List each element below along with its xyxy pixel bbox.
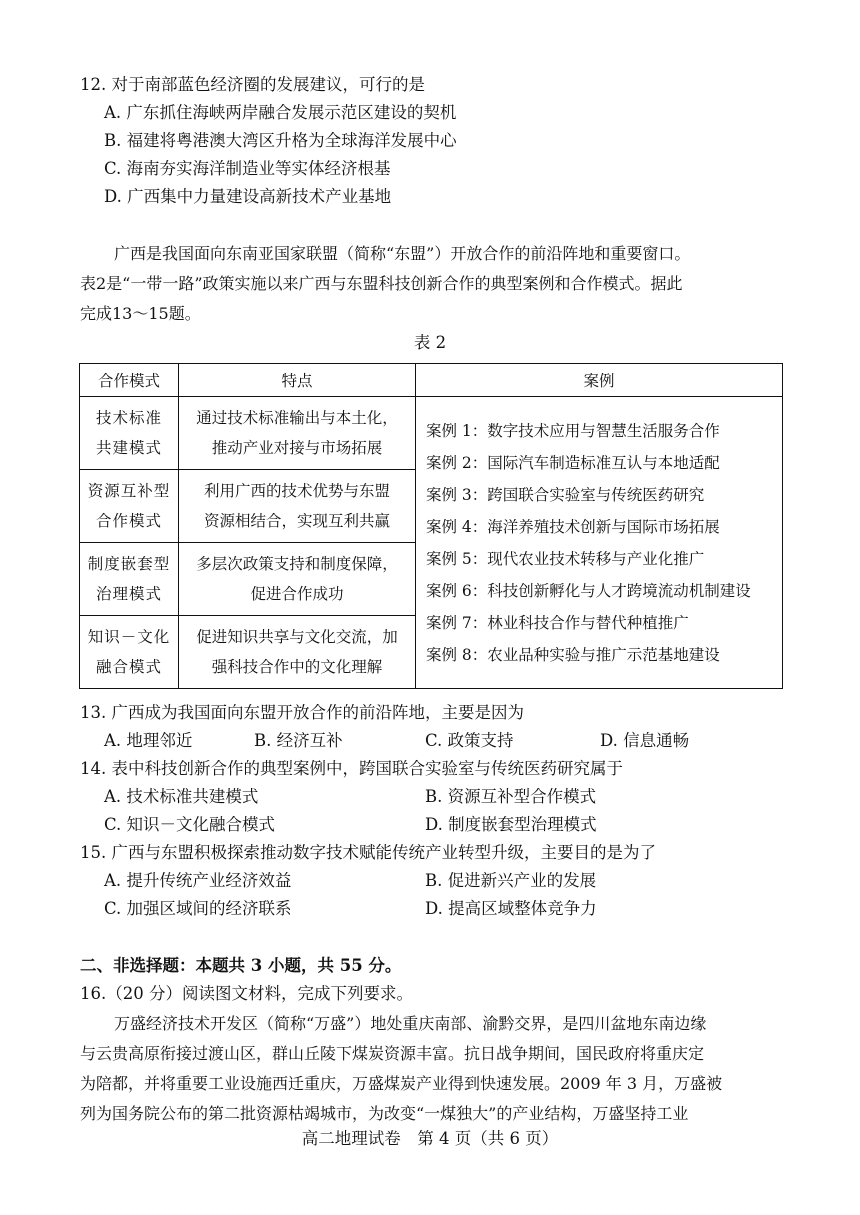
q13-stem: 13. 广西成为我国面向东盟开放合作的前沿阵地，主要是因为 <box>80 703 524 722</box>
mode-cell <box>80 543 179 616</box>
mode-text: 资源互补型 <box>87 482 171 500</box>
q15-option-c: C. 加强区域间的经济联系 <box>104 899 292 918</box>
q12-option-c: C. 海南夯实海洋制造业等实体经济根基 <box>104 159 391 178</box>
cases-cell <box>416 397 783 689</box>
q15-option-d: D. 提高区域整体竞争力 <box>425 899 597 918</box>
q13-option-b: B. 经济互补 <box>254 731 343 750</box>
table-caption: 表 2 <box>413 333 447 352</box>
feature-cell <box>179 397 416 470</box>
mode-cell <box>80 616 179 689</box>
case-item: 案例 8：农业品种实验与推广示范基地建设 <box>426 645 720 664</box>
mode-text: 治理模式 <box>95 585 162 603</box>
feature-text: 资源相结合，实现互利共赢 <box>203 512 390 530</box>
case-item: 案例 2：国际汽车制造标准互认与本地适配 <box>426 453 720 472</box>
q16-para-line-4: 列为国务院公布的第二批资源枯竭城市，为改变“一煤独大”的产业结构，万盛坚持工业 <box>80 1104 689 1123</box>
q14-option-d: D. 制度嵌套型治理模式 <box>425 815 597 834</box>
case-item: 案例 4：海洋养殖技术创新与国际市场拓展 <box>426 517 720 536</box>
q14-option-a: A. 技术标准共建模式 <box>104 787 259 806</box>
mode-text: 知识－文化 <box>87 628 171 646</box>
feature-text: 多层次政策支持和制度保障， <box>196 555 398 573</box>
feature-text: 促进合作成功 <box>250 585 344 603</box>
feature-cell <box>179 616 416 689</box>
q13-option-c: C. 政策支持 <box>425 731 514 750</box>
q13-option-a: A. 地理邻近 <box>104 731 193 750</box>
intro-line-3: 完成13～15题。 <box>80 304 201 323</box>
q14-stem: 14. 表中科技创新合作的典型案例中，跨国联合实验室与传统医药研究属于 <box>80 759 623 778</box>
case-item: 案例 3：跨国联合实验室与传统医药研究 <box>426 485 705 504</box>
feature-cell <box>179 470 416 543</box>
mode-text: 合作模式 <box>95 512 162 530</box>
header-mode: 合作模式 <box>80 364 179 397</box>
q15-stem: 15. 广西与东盟积极探索推动数字技术赋能传统产业转型升级，主要目的是为了 <box>80 843 656 862</box>
case-item: 案例 5：现代农业技术转移与产业化推广 <box>426 549 705 568</box>
mode-text: 融合模式 <box>95 658 162 676</box>
q14-option-c: C. 知识－文化融合模式 <box>104 815 276 834</box>
section2-heading: 二、非选择题：本题共 3 小题，共 55 分。 <box>80 956 402 975</box>
q12-option-d: D. 广西集中力量建设高新技术产业基地 <box>104 187 392 206</box>
q14-option-b: B. 资源互补型合作模式 <box>425 787 597 806</box>
mode-text: 制度嵌套型 <box>87 555 171 573</box>
header-feature: 特点 <box>179 364 416 397</box>
table-row <box>80 397 783 470</box>
q16-para-line-1: 万盛经济技术开发区（简称“万盛”）地处重庆南部、渝黔交界，是四川盆地东南边缘 <box>114 1014 707 1033</box>
cooperation-table <box>79 363 783 689</box>
feature-text: 推动产业对接与市场拓展 <box>211 439 383 457</box>
q12-option-a: A. 广东抓住海峡两岸融合发展示范区建设的契机 <box>104 103 457 122</box>
header-cases: 案例 <box>416 364 783 397</box>
feature-text: 利用广西的技术优势与东盟 <box>203 482 390 500</box>
q12-option-b: B. 福建将粤港澳大湾区升格为全球海洋发展中心 <box>104 131 457 150</box>
mode-cell <box>80 470 179 543</box>
intro-line-2: 表2是“一带一路”政策实施以来广西与东盟科技创新合作的典型案例和合作模式。据此 <box>80 274 683 293</box>
mode-text: 技术标准 <box>95 409 162 427</box>
intro-line-1: 广西是我国面向东南亚国家联盟（简称“东盟”）开放合作的前沿阵地和重要窗口。 <box>114 244 691 263</box>
table-header-row <box>80 364 783 397</box>
q16-stem: 16.（20 分）阅读图文材料，完成下列要求。 <box>80 984 413 1003</box>
q15-option-b: B. 促进新兴产业的发展 <box>425 871 597 890</box>
q16-para-line-3: 为陪都，并将重要工业设施西迁重庆，万盛煤炭产业得到快速发展。2009 年 3 月，万盛被 <box>80 1074 723 1093</box>
case-item: 案例 7：林业科技合作与替代种植推广 <box>426 613 689 632</box>
q13-option-d: D. 信息通畅 <box>600 731 690 750</box>
case-item: 案例 6：科技创新孵化与人才跨境流动机制建设 <box>426 581 751 600</box>
feature-text: 促进知识共享与文化交流，加 <box>196 628 398 646</box>
q12-stem: 12. 对于南部蓝色经济圈的发展建议，可行的是 <box>80 75 425 94</box>
mode-text: 共建模式 <box>95 439 162 457</box>
mode-cell <box>80 397 179 470</box>
feature-cell <box>179 543 416 616</box>
feature-text: 通过技术标准输出与本土化， <box>196 409 398 427</box>
q15-option-a: A. 提升传统产业经济效益 <box>104 871 292 890</box>
page-footer: 高二地理试卷 第 4 页（共 6 页） <box>301 1129 559 1148</box>
q16-para-line-2: 与云贵高原衔接过渡山区，群山丘陵下煤炭资源丰富。抗日战争期间，国民政府将重庆定 <box>80 1044 705 1063</box>
case-item: 案例 1：数字技术应用与智慧生活服务合作 <box>426 421 720 440</box>
feature-text: 强科技合作中的文化理解 <box>211 658 383 676</box>
